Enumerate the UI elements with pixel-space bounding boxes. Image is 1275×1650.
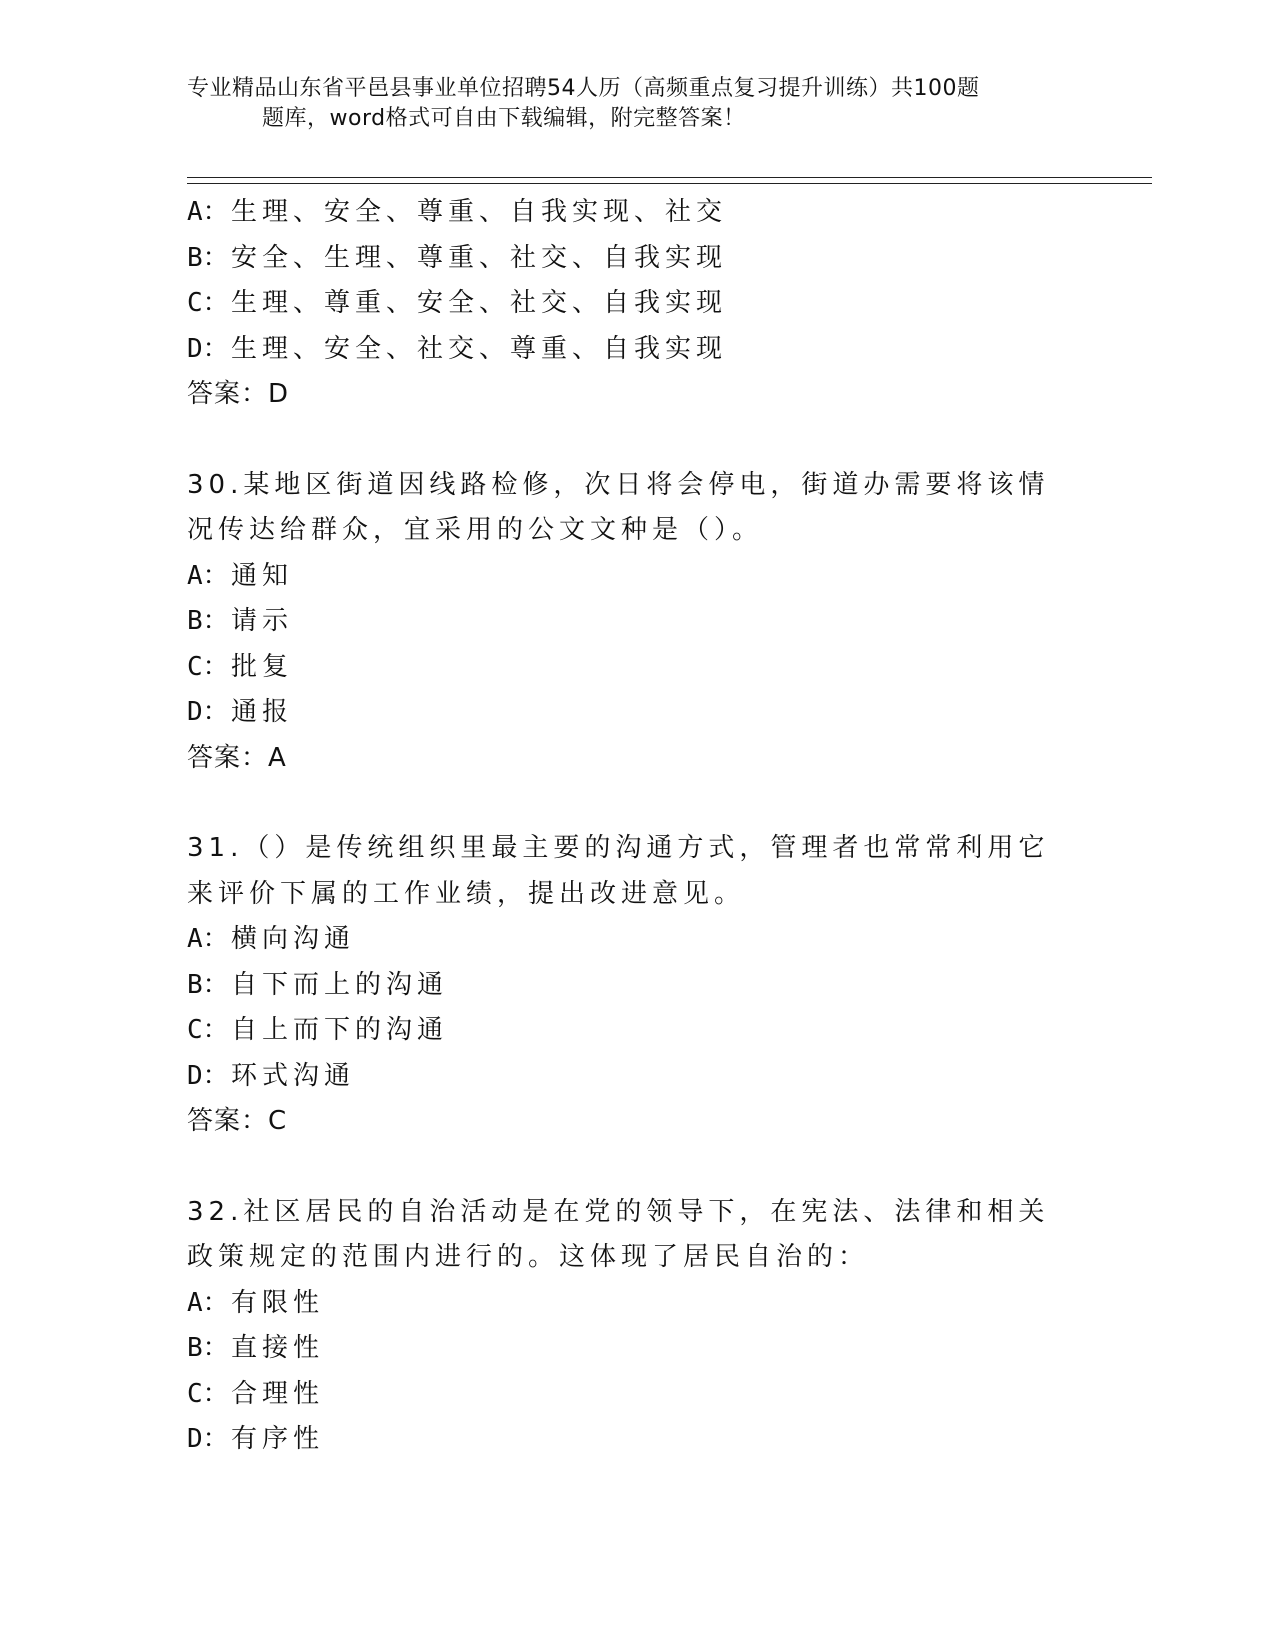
option-letter: B： [187,969,229,1000]
option-text: 直接性 [231,1333,325,1363]
option-a [187,917,1087,963]
option-letter: B： [187,242,229,273]
question-stem: 30.某地区街道因线路检修，次日将会停电，街道办需要将该情况传达给群众，宜采用的公文文种是（）。 [187,469,1050,545]
option-letter: C： [187,1015,229,1045]
option-c [187,645,1087,691]
option-letter: D： [187,697,229,727]
answer-line: 答案：D [187,379,290,409]
option-text: 横向沟通 [231,924,356,954]
header-title-line-2: 题库，word格式可自由下载编辑，附完整答案！ [262,106,746,131]
option-text: 通报 [231,697,294,727]
option-b [187,963,1087,1009]
option-text: 环式沟通 [231,1060,356,1091]
option-letter: A： [187,197,229,227]
option-text: 生理、安全、尊重、自我实现、社交 [231,197,728,227]
option-letter: C： [187,1378,229,1409]
option-letter: B： [187,1333,229,1363]
option-text: 生理、尊重、安全、社交、自我实现 [231,288,728,318]
option-letter: D： [187,1424,229,1454]
option-b [187,236,1087,282]
option-text: 生理、安全、社交、尊重、自我实现 [231,333,728,364]
option-text: 自上而下的沟通 [231,1015,449,1045]
option-text: 批复 [231,651,294,682]
option-text: 自下而上的沟通 [231,969,449,1000]
option-text: 有序性 [231,1424,325,1454]
option-text: 有限性 [231,1287,325,1318]
question-stem: 31.（）是传统组织里最主要的沟通方式，管理者也常常利用它来评价下属的工作业绩，提出改进意见。 [187,833,1050,909]
option-text: 请示 [231,606,294,636]
header-divider-top [187,177,1152,178]
header-divider-bottom [187,183,1152,184]
question-31 [187,826,1087,1145]
document-header [187,74,1087,134]
option-letter: D： [187,333,229,364]
option-letter: B： [187,606,229,636]
option-c [187,1008,1087,1054]
option-c [187,1372,1087,1418]
option-text: 安全、生理、尊重、社交、自我实现 [231,242,728,273]
option-letter: A： [187,560,229,591]
option-letter: D： [187,1060,229,1091]
question-32 [187,1190,1087,1463]
option-d [187,327,1087,373]
option-letter: C： [187,651,229,682]
option-b [187,599,1087,645]
option-d [187,1417,1087,1463]
option-text: 通知 [231,560,294,591]
question-stem: 32.社区居民的自治活动是在党的领导下，在宪法、法律和相关政策规定的范围内进行的。这体现了居民自治的： [187,1196,1050,1272]
option-d [187,1054,1087,1100]
question-list [187,190,1087,1463]
option-d [187,690,1087,736]
question-30 [187,463,1087,782]
header-title-line-1: 专业精品山东省平邑县事业单位招聘54人历（高频重点复习提升训练）共100题 [187,76,980,101]
option-text: 合理性 [231,1378,325,1409]
option-c [187,281,1087,327]
answer-line: 答案：A [187,742,287,773]
option-letter: C： [187,288,229,318]
answer-line: 答案：C [187,1106,288,1136]
question-29 [187,190,1087,418]
option-letter: A： [187,924,229,954]
option-a [187,1281,1087,1327]
option-b [187,1326,1087,1372]
option-a [187,554,1087,600]
option-a [187,190,1087,236]
option-letter: A： [187,1287,229,1318]
